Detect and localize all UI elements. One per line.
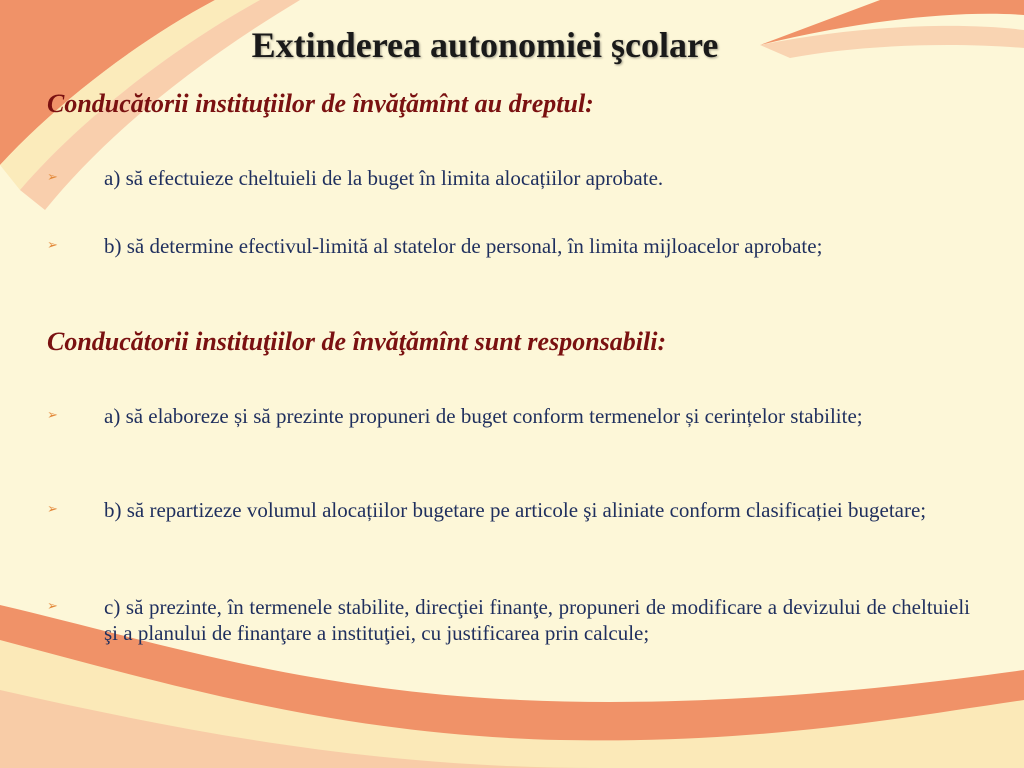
slide-title: Extinderea autonomiei şcolare	[251, 25, 719, 65]
arrow-bullet-icon: ➢	[47, 407, 58, 422]
list-item	[47, 165, 970, 191]
list-item	[47, 403, 970, 429]
arrow-bullet-icon: ➢	[47, 598, 58, 613]
arrow-bullet-icon: ➢	[47, 169, 58, 184]
list-item	[47, 497, 970, 523]
arrow-bullet-icon: ➢	[47, 237, 58, 252]
list-item	[47, 233, 970, 259]
list-item-text: a) să efectuieze cheltuieli de la buget în limita alocațiilor aprobate.	[104, 166, 664, 190]
section-heading-responsibilities: Conducătorii instituţiilor de învăţămînt sunt responsabili:	[47, 327, 667, 356]
section-heading-rights: Conducătorii instituţiilor de învăţămînt au dreptul:	[47, 89, 594, 118]
list-item-text: a) să elaboreze și să prezinte propuneri de buget conform termenelor și cerințelor stabilite;	[104, 404, 863, 428]
list-item	[47, 594, 970, 646]
list-item-text: c) să prezinte, în termenele stabilite, direcţiei finanţe, propuneri de modificare a devizului de cheltuieli şi a planului de finanţare a instituţiei, cu justificarea prin calcule;	[104, 595, 970, 645]
list-item-text: b) să repartizeze volumul alocațiilor bugetare pe articole şi aliniate conform clasificației bugetare;	[104, 498, 927, 522]
list-item-text: b) să determine efectivul-limită al statelor de personal, în limita mijloacelor aprobate;	[104, 234, 823, 258]
arrow-bullet-icon: ➢	[47, 501, 58, 516]
